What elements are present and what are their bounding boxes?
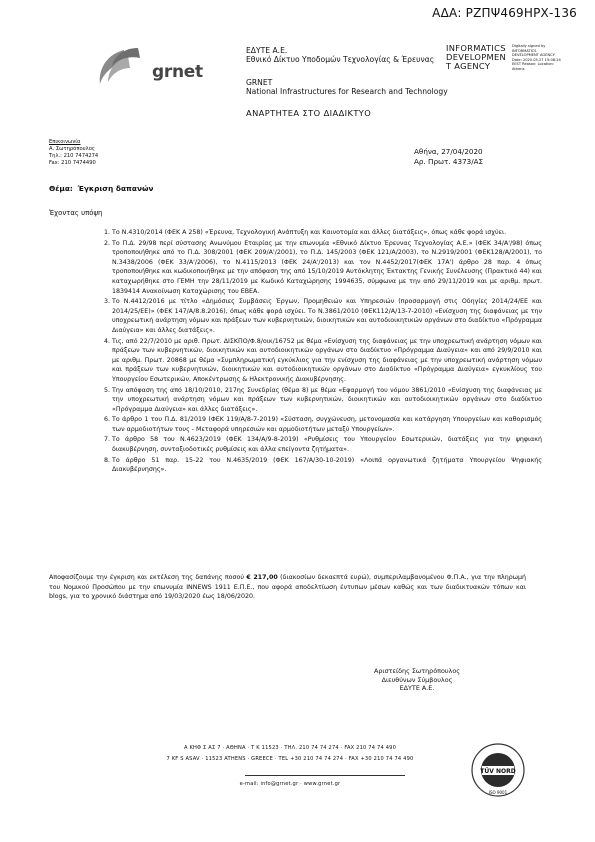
intro-text: Έχοντας υπόψη [49,209,103,217]
considerations-list [90,228,542,476]
contact-name: Α. Σωτηρόπουλος [49,146,95,153]
subject-text: Έγκριση δαπανών [77,184,154,193]
footer-address-en: 7 KF S ASAV · 11523 ATHENS · GREECE · TEL +30 210 74 74 274 · FAX +30 210 74 74 490 [166,756,414,762]
contact-label: Επικοινωνία [49,139,81,145]
seal-bottom-text: ISO 9001 [488,790,508,795]
list-item: 5. Την απόφαση της από 18/10/2010, 217ης Συνεδρίας (θέμα 8) με θέμα «Εφαρμογή του νόμου 3861/2010 «Ενίσχυση της διαφάνειας με την υποχρεωτική ανάρτηση νόμων και πράξεων των κυβερνητικών, διοικητικών και αυτοδιοικητικών οργάνων στο διαδίκτυο «Πρόγραμμα Διαύγεια» και άλλες διατάξεις». [112,386,542,415]
document-date: Αθήνα, 27/04/2020 [414,147,483,156]
signatory-org: ΕΔΥΤΕ Α.Ε. [399,684,435,693]
footer-divider [245,775,405,776]
list-item: 6. Το άρθρο 1 του Π.Δ. 81/2019 (ΦΕΚ 119/Α/8-7-2019) «Σύσταση, συγχώνευση, μετονομασία και κατάργηση Υπουργείων και καθορισμός των αρμοδιοτήτων τους - Μεταφορά υπηρεσιών και αρμοδιοτήτων μεταξύ Υπουργείων». [112,415,542,434]
signer-name: INFORMATICS DEVELOPMEN T AGENCY [446,43,507,71]
contact-block [49,139,98,167]
signatory-role: Διευθύνων Σύμβουλος [381,675,453,684]
org-name-gr: Εθνικό Δίκτυο Υποδομών Τεχνολογίας & Έρευνας [246,55,435,65]
document-header-title: ΑΝΑΡΤΗΤΕΑ ΣΤΟ ΔΙΑΔΙΚΤΥΟ [246,108,372,118]
header-org-en [246,78,448,97]
org-name-en: National Infrastructures for Research and Technology [246,87,448,97]
header-org [246,46,434,65]
digital-signature-details: Digitally signed by INFORMATICS DEVELOPMENT AGENCY Date: 2020.05.27 15:08:24 EEST Reason: Location: Athens [512,44,561,71]
ada-code: ΑΔΑ: ΡΖΠΨ469ΗΡΧ-136 [432,6,577,20]
list-item: 3. Το Ν.4412/2016 με τίτλο «Δημόσιες Συμβάσεις Έργων, Προμηθειών και Υπηρεσιών (προσαρμογή στις Οδηγίες 2014/24/ΕΕ και 2014/25/ΕΕ)» (ΦΕΚ 147/Α/8.8.2016), όπως κάθε φορά ισχύει. Το Ν.3861/2010 (ΦΕΚ112/Α/13-7-2010) «Ενίσχυση της διαφάνειας με την υποχρεωτική ανάρτηση νόμων και πράξεων των κυβερνητικών, διοικητικών και αυτοδιοικητικών οργάνων στο διαδίκτυο «Πρόγραμμα Διαύγεια» και άλλες διατάξεις». [112,297,542,335]
list-item: 2. Το Π.Δ. 29/98 περί σύστασης Ανωνύμου Εταιρίας με την επωνυμία «Εθνικό Δίκτυο Έρευνας Τεχνολογίας Α.Ε.» (ΦΕΚ 34/Α'/98) όπως τροποποιήθηκε από το Π.Δ. 308/2001 (ΦΕΚ 209/Α'/2001), το Π.Δ. 145/2003 (ΦΕΚ 121/Α/2003), το Ν.2919/2001 (ΦΕΚ128/Α/2001), το Ν.3438/2006 (ΦΕΚ 33/Α'/2006), το Ν.4115/2013 (ΦΕΚ 24/Α'/2013) και τον Ν.4452/2017(ΦΕΚ 17Α') άρθρο 28 παρ. 4 όπως τροποποιήθηκε και κωδικοποιήθηκε με την απόφαση της από 15/10/2019 Αυτόκλητης Έκτακτης Γενικής Συνέλευσης (Πρακτικό 44) και καταχωρήθηκε στο ΓΕΜΗ την 28/11/2019 με Κωδικό Καταχώρησης 1994635, σύμφωνα με την από 29/11/2019 και με αριθμ. πρωτ. 1839414 Ανακοίνωση Καταχώρισης του ΕΒΕΑ. [112,239,542,297]
list-item: 7. Το άρθρο 58 του Ν.4623/2019 (ΦΕΚ 134/Α/9-8-2019) «Ρυθμίσεις του Υπουργείου Εσωτερικών, διατάξεις για την ψηφιακή διακυβέρνηση, συνταξιοδοτικές ρυθμίσεις και άλλα επείγοντα ζητήματα». [112,435,542,454]
org-short: ΕΔΥΤΕ Α.Ε. [246,46,288,55]
signature-block [352,667,482,693]
list-item: 4. Τις, από 22/7/2010 με αριθ. Πρωτ. ΔΙΣΚΠΟ/Φ.8/οικ/16752 με θέμα «Ενίσχυση της διαφάνειας με την υποχρεωτική ανάρτηση νόμων και πράξεων των κυβερνητικών, διοικητικών και αυτοδιοικητικών οργάνων στο διαδίκτυο «Πρόγραμμα Διαύγεια» και από 29/9/2010 και με αριθμ. Πρωτ. 20868 με θέμα «Συμπληρωματική εγκύκλιος για την ενίσχυση της διαφάνειας με την υποχρεωτική ανάρτηση νόμων και πράξεων των κυβερνητικών, διοικητικών και αυτοδιοικητικών οργάνων στο Διαδίκτυο «Πρόγραμμα Διαύγεια» εγκυκλίους του Υπουργείου Εσωτερικών, Αποκέντρωσης & Ηλεκτρονικής Διακυβέρνησης. [112,337,542,385]
header-title-wrap [246,109,371,118]
signatory-name: Αριστείδης Σωτηρόπουλος [374,667,460,675]
org-short-en: GRNET [246,78,273,87]
footer-contact: e-mail: info@grnet.gr · www.grnet.gr [239,781,341,787]
contact-tel: Τηλ.: 210 7474274 [49,153,99,160]
subject-label: Θέμα: [49,184,73,193]
list-item: 1. Το Ν.4310/2014 (ΦΕΚ Α 258) «Έρευνα, Τεχνολογική Ανάπτυξη και Καινοτομία και άλλες διατάξεις», όπως κάθε φορά ισχύει. [112,228,542,238]
logo-text: grnet [152,62,203,82]
date-ref-block [414,147,483,166]
decision-amount: € 217,00 [246,574,278,581]
tuv-certification-seal-icon [470,742,526,798]
list-item: 8. Το άρθρο 51 παρ. 15-22 του Ν.4635/2019 (ΦΕΚ 167/Α/30-10-2019) «Λοιπά οργανωτικά ζητήματα Υπουργείου Ψηφιακής Διακυβέρνησης». [112,456,542,475]
protocol-number: Αρ. Πρωτ. 4373/ΑΣ [414,156,484,166]
footer-address-gr: Α ΚΗΦ Σ ΑΣ 7 · ΑΘΗΝΑ · Τ Κ 11523 · ΤΗΛ. 210 74 74 274 · FAX 210 74 74 490 [183,745,397,751]
subject-line [49,184,153,193]
decision-paragraph: Αποφασίζουμε την έγκριση και εκτέλεση της δαπάνης ποσού € 217,00 (διακοσίων δεκαεπτά ευρώ), συμπεριλαμβανομένου Φ.Π.Α., για την πληρωμή του Νομικού Προσώπου με την επωνυμία INNEWS 1911 Ε.Π.Ε., που αφορά αποδελτίωση έντυπων μέσων καθώς και των διαδικτυακών τόπων και blogs, για το χρονικό διάστημα από 19/03/2020 έως 18/06/2020. [49,574,526,601]
seal-top-text: TÜV NORD [480,768,516,775]
contact-fax: Fax: 210 7474490 [49,160,96,167]
